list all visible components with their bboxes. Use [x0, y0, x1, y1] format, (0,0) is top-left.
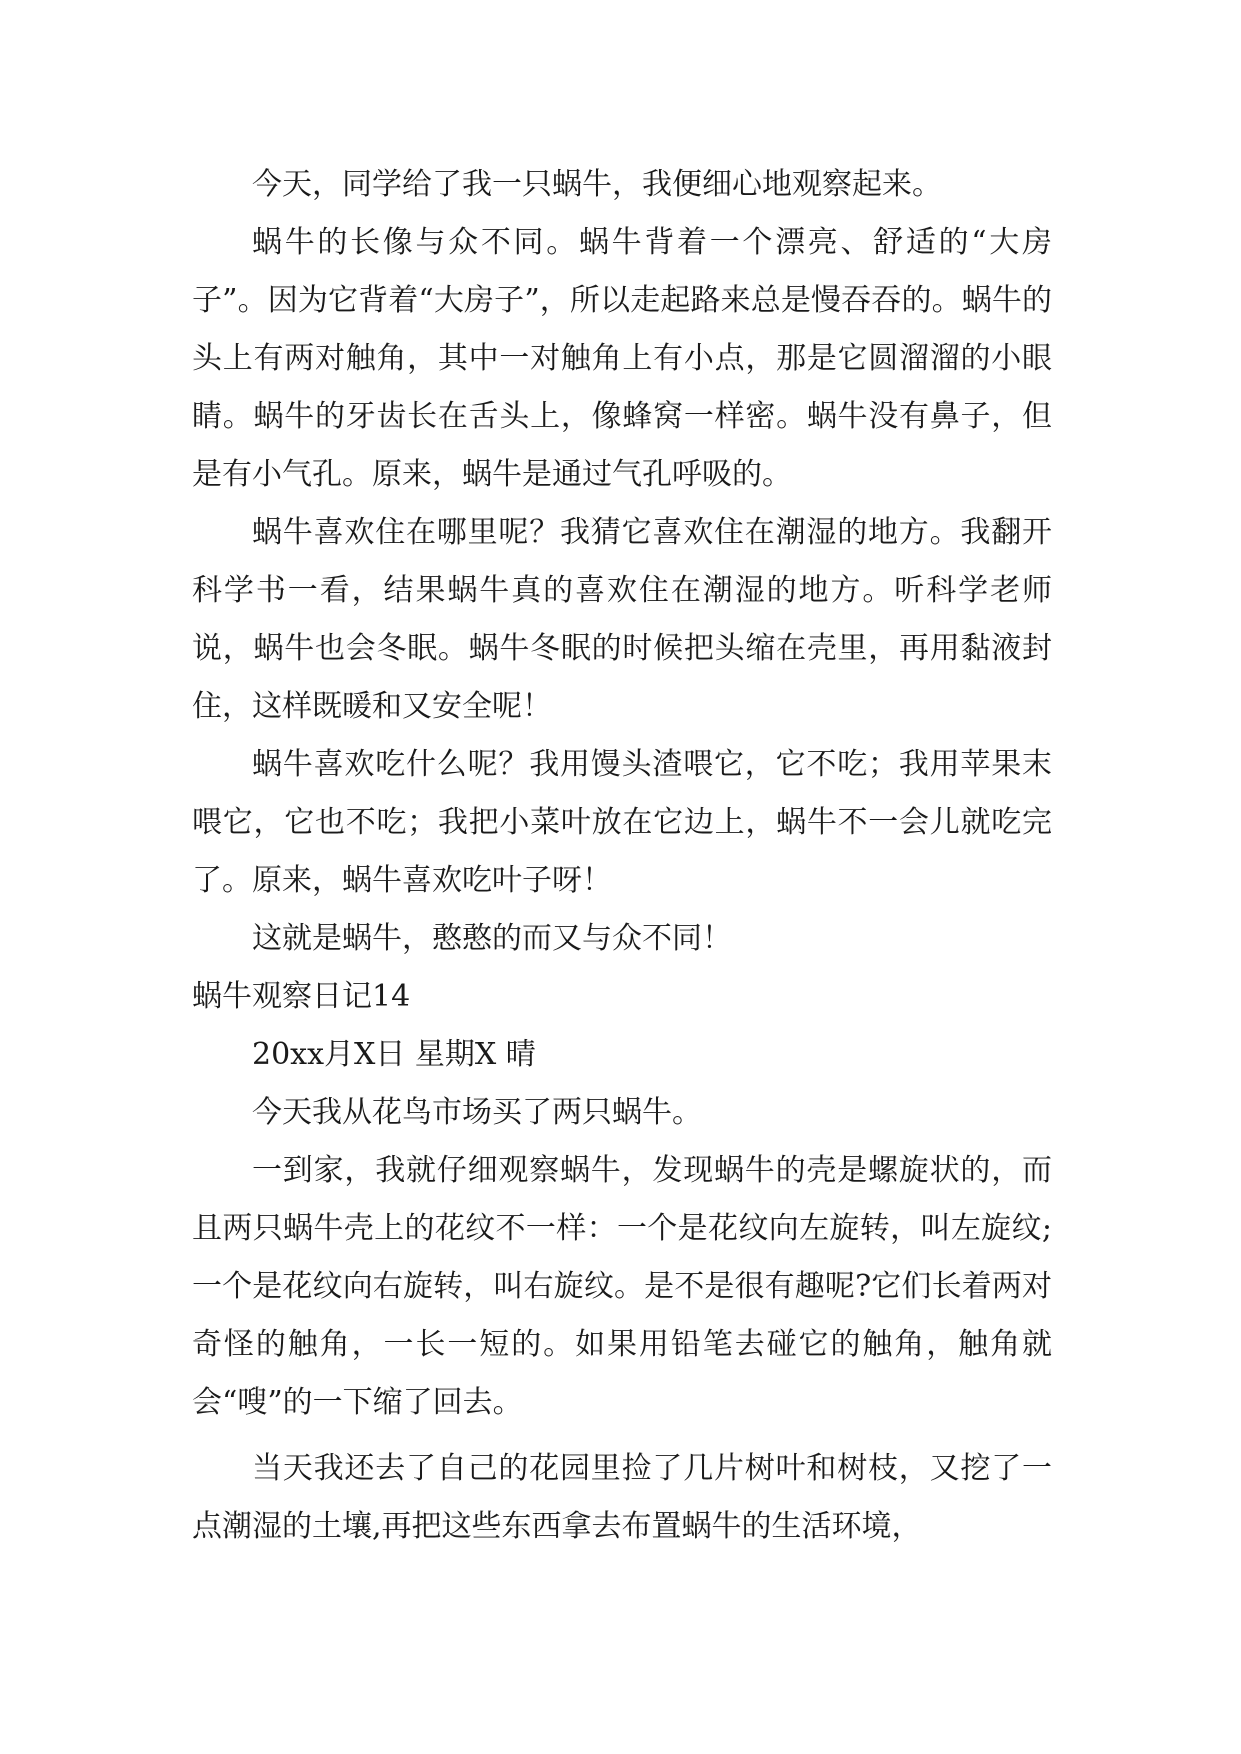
paragraph-garden: 当天我还去了自己的花园里捡了几片树叶和树枝，又挖了一点潮湿的土壤,再把这些东西拿去布置蜗牛的生活环境，: [192, 1451, 1052, 1544]
diary-date-line: 20xx月X日 星期X 晴: [252, 1037, 536, 1072]
paragraph-conclusion: 这就是蜗牛，憨憨的而又与众不同！: [252, 921, 732, 956]
paragraph-appearance: 蜗牛的长像与众不同。蜗牛背着一个漂亮、舒适的“大房子”。因为它背着“大房子”，所以走起路来总是慢吞吞的。蜗牛的头上有两对触角，其中一对触角上有小点，那是它圆溜溜的小眼睛。蜗牛的牙齿长在舌头上，像蜂窝一样密。蜗牛没有鼻子，但是有小气孔。原来，蜗牛是通过气孔呼吸的。: [192, 225, 1052, 492]
paragraph-food: 蜗牛喜欢吃什么呢？我用馒头渣喂它，它不吃；我用苹果末喂它，它也不吃；我把小菜叶放在它边上，蜗牛不一会儿就吃完了。原来，蜗牛喜欢吃叶子呀！: [192, 747, 1052, 898]
paragraph-intro: 今天，同学给了我一只蜗牛，我便细心地观察起来。: [252, 167, 942, 202]
diary-heading: 蜗牛观察日记14: [192, 979, 411, 1014]
paragraph-observation: 一到家，我就仔细观察蜗牛，发现蜗牛的壳是螺旋状的，而且两只蜗牛壳上的花纹不一样：一个是花纹向左旋转，叫左旋纹;一个是花纹向右旋转，叫右旋纹。是不是很有趣呢?它们长着两对奇怪的触角，一长一短的。如果用铅笔去碰它的触角，触角就会“嗖”的一下缩了回去。: [192, 1153, 1052, 1420]
paragraph-habitat: 蜗牛喜欢住在哪里呢？我猜它喜欢住在潮湿的地方。我翻开科学书一看，结果蜗牛真的喜欢住在潮湿的地方。听科学老师说，蜗牛也会冬眠。蜗牛冬眠的时候把头缩在壳里，再用黏液封住，这样既暖和又安全呢！: [192, 515, 1052, 724]
document-body: [192, 156, 1052, 1556]
paragraph-purchase: 今天我从花鸟市场买了两只蜗牛。: [252, 1095, 702, 1130]
